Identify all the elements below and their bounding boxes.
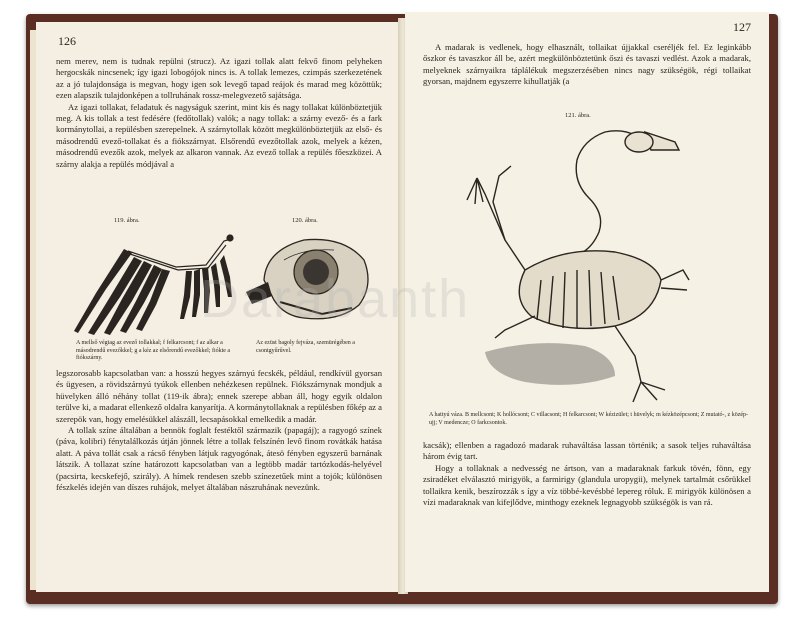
page-number-left: 126 [58,34,76,48]
paragraph: A tollak színe általában a bennök foglalt festéktől származik (papagáj); a ragyogó színek (páva, kolibri) fénytalálkozás útján jönnek létre a tollak felszínén levő finom rovátkák hatása alatt. A páva tollát csak a rácső fényben látjuk ragyogónak, átesö fényben egyszerű barnának látszik. A tollazat színe határozott kapcsolatban van a legtöbb madár tartózkodás-helyével (pacsirta, kecskefejő, szirály). A hímek rendesen szebb színezetűek mint a tojók; különösen fészkelés idején van díszes ruhájok, melyet általában nászruhának nevezünk. [56,425,382,493]
figure-121-caption: A hattyú váza. B mellcsont; K hollócsont; C villacsont; H felkarcsont; W kézizület; t hüvelyk; m kézközépcsont; Z mutató-, z közép-ujj; V medencze; O farkcsontok. [429,412,749,426]
left-text-top [56,56,382,170]
right-text-bottom [423,440,751,508]
figure-120-caption: Az ezüst bagoly fejváza, szemürégében a csontgyűrűvel. [256,340,355,354]
figure-121-number: 121. ábra. [565,112,591,119]
watermark-text: Darabanth [200,269,471,329]
figure-119-number: 119. ábra. [114,217,140,224]
page-number-right: 127 [733,20,751,34]
right-text-top [423,42,751,88]
paragraph: nem merev, nem is tudnak repülni (strucz). Az igazi tollak alatt fekvő finom pelyheken hergocskák nincsenek; így igazi lobogójok nincs is. A tollak lemezes, czimpás szerkezetének az a jó tulajdonsága is megvan, hogy igen sok levegő tapad reájok és marad meg közöttük; ezen alapszik tulajdonképen a tollruhának rossz-melegvezető sajátsága. [56,56,382,101]
left-text-bottom [56,368,382,493]
figure-121-swan-skeleton-illustration [465,120,695,410]
paragraph: Hogy a tollaknak a nedvesség ne ártson, van a madaraknak farkuk tövén, fönn, egy zsiradéket elválasztó mirigyök, a farmirigy (glandula uropygii), melynek tartalmát csőrükkel tollaikra kenik, beszírozzák s így a víz többé-kevésbbé lepereg róluk. E mirigyök különösen a vízi madaraknak van kifejlődve, minthogy ezeknek legnagyobb szükségök is van rá. [423,462,751,508]
figure-120-number: 120. ábra. [292,217,318,224]
figure-119-caption: A mellső végtag az evező tollakkal; f felkarcsont; f az alkar a másodrendű evezőkkel; g a kéz az elsőrendű evezőkkel; fiókte a fiókszárny. [76,340,231,361]
paragraph: Az igazi tollakat, feladatuk és nagyságuk szerint, mint kis és nagy tollakat különböztetjük meg. A kis tollak a test fedésére (fedőtollak) valók; a nagy tollak: a szárny evező- és a fark kormánytollai, a repülésben szerepelnek. A szárnytollak között megkülönböztetjük az első- és másodrendű evező-tollakat és a fiókszárnyat. Elsőrendű evezőtollak azok, melyek a kézen, másodrendű evezők azok, melyek az alkaron vannak. Az evező tollak a repülés főeszközei. A szárny alakja a repülés módjával a [56,101,382,169]
paragraph: kacsák); ellenben a ragadozó madarak ruhaváltása lassan történik; a sasok teljes ruhaváltása három évig tart. [423,440,751,462]
paragraph: A madarak is vedlenek, hogy elhasznált, tollaikat újjakkal cseréljék fel. Ez leginkább őszkor és tavaszkor áll be, azért megkülönböztetünk őszi és tavaszi vedlést. Azok a madarak, melyeknek szárnyaikra táplálékuk megszerzésében nincs nagy szükségök, régi tollaikat gyorsan, majdnem egyszerre kihullatják (a [423,42,751,87]
paragraph: legszorosabb kapcsolatban van: a hosszú hegyes szárnyú fecskék, például, rendkívül gyorsan és ügyesen, a rövidszárnyú tyúkok ellenben nehézkesen repülnek. Fiókszárnynak mondjuk a hüvelyken álló néhány tollat (119-ik ábra); ennek szerepe abban áll, hogy egyik oldalon terülve ki, a madarat ellenkező oldalra kanyarítja. A kormánytollaknak a repülésben főkép az a szerepök van, hogy emelésükkel alászáll, lecsapásokkal emelkedik a madár. [56,368,382,424]
